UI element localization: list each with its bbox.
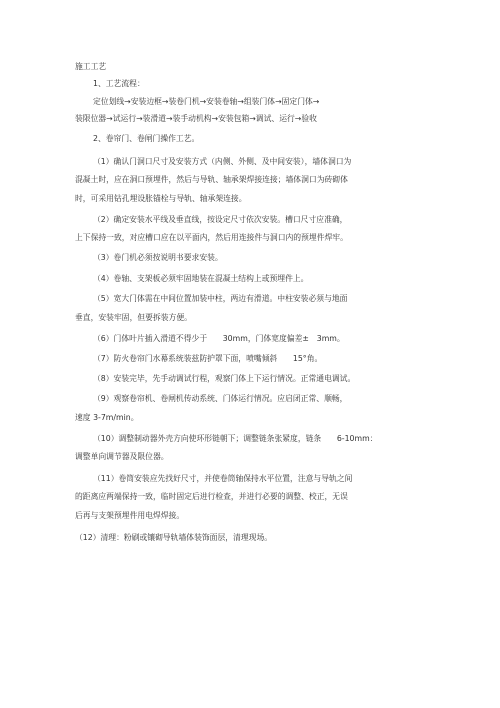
text-line: 1、工艺流程： [93,79,145,88]
text-line: 混凝土时，应在洞口预埋件，然后与导轨、轴承架焊接连接；墙体洞口为砖砌体 [75,175,348,184]
text-line: 2、卷帘门、卷闸门操作工艺。 [93,134,200,143]
text-line: 速度 3-7m/min。 [75,413,139,422]
text-line: （12）清理：粉刷或镶砌导轨墙体装饰面层，清理现场。 [75,533,273,542]
text-line: 上下保持一致，对应槽口应在以平面内，然后用连接件与洞口内的预埋件焊牢。 [75,233,348,242]
text-line: （4）卷轴、支架板必须牢固地装在混凝土结构上或预埋件上。 [93,274,309,283]
document-title: 施工工艺 [75,62,107,71]
text-line: （9）观察卷帘机、卷闸机传动系统、门体运行情况。应启闭正常、顺畅， [93,394,348,403]
text-line: 的距离应两端保持一致，临时固定后进行检查，并进行必要的调整、校正，无误 [75,492,348,501]
text-line: 定位划线→安装边框→装卷门机→安装卷轴→组装门体→固定门体→ [93,97,320,106]
text-line: （3）卷门机必须按说明书要求安装。 [93,253,223,262]
text-line: （7）防火卷帘门水幕系统装兹防护罩下面，喷嘴倾斜 15°角。 [93,354,323,363]
text-line: 时，可采用钻孔埋设胀锚栓与导轨、轴承架连接。 [75,194,247,203]
text-line: 垂直，安装牢固，但要拆装方便。 [75,313,192,322]
text-line: 调整单向调节器及限位器。 [75,452,169,461]
text-line: （1）确认门洞口尺寸及安装方式（内侧、外侧、及中间安装），墙体洞口为 [93,157,352,166]
text-line: （6）门体叶片插入滑道不得少于 30mm，门体宽度偏差± 3mm。 [93,334,345,343]
text-line: （10）调整制动器外壳方向使环形链朝下；调整链条张紧度，链条 6-10mm： [93,434,378,443]
text-line: （11）卷筒安装应先找好尺寸，并使卷筒轴保持水平位置，注意与导轨之间 [93,474,353,483]
text-line: 装限位器→试运行→装滑道→装手动机构→安装包箱→调试、运行→验收 [75,114,317,123]
text-line: （5）宽大门体需在中间位置加装中柱，两边有滑道。中柱安装必须与地面 [93,294,348,303]
text-line: （2）确定安装水平线及垂直线，按设定尺寸依次安装。槽口尺寸应准确， [93,215,348,224]
text-line: （8）安装完毕，先手动调试行程，观察门体上下运行情况。正常通电调试。 [93,374,356,383]
text-line: 后再与支架预埋件用电焊焊接。 [75,511,185,520]
